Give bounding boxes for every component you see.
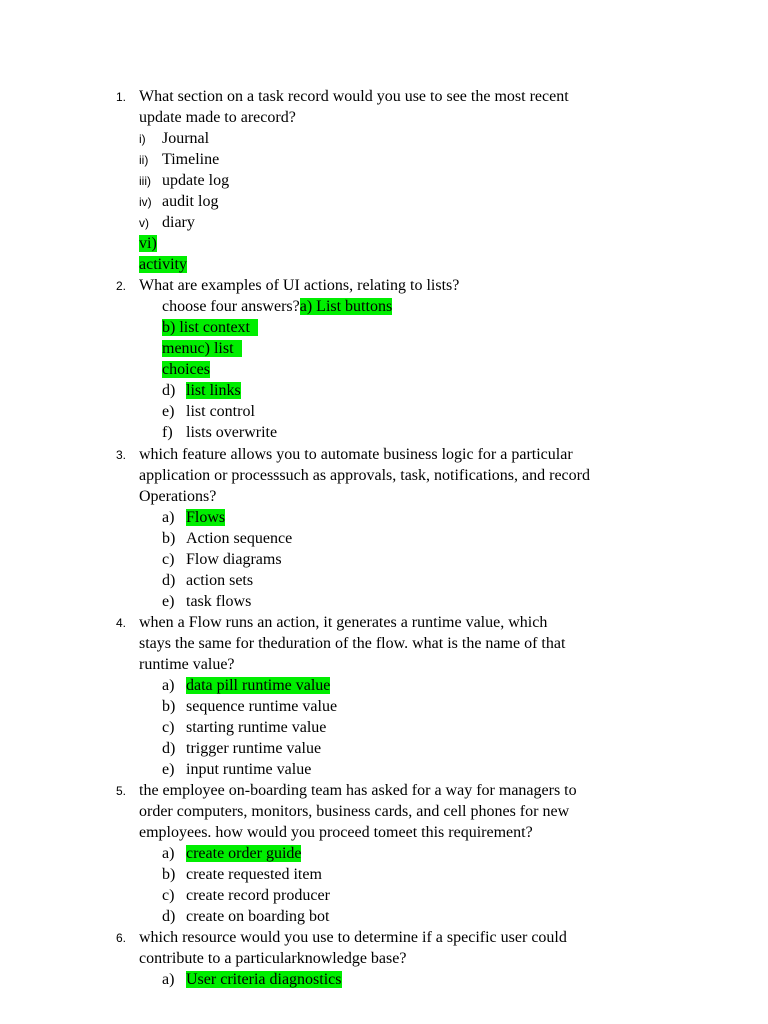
option-text: starting runtime value — [186, 719, 327, 736]
option-marker: a) — [162, 845, 175, 862]
option-marker: e) — [162, 593, 175, 610]
question-text: What section on a task record would you use to see the most recent — [139, 88, 569, 105]
option-marker: d) — [162, 382, 176, 399]
highlighted-answer: c) list — [197, 340, 234, 357]
question-text: which feature allows you to automate business logic for a particular — [139, 446, 573, 463]
option-marker: f) — [162, 424, 173, 441]
option-text: Flow diagrams — [186, 551, 282, 568]
question-text: choose four answers? — [162, 298, 300, 315]
option-marker: a) — [162, 509, 175, 526]
highlighted-answer: activity — [139, 256, 187, 273]
option-text: lists overwrite — [186, 424, 278, 441]
option-text: create record producer — [186, 887, 330, 904]
option-text: create requested item — [186, 866, 322, 883]
question-number: 2. — [116, 279, 127, 293]
option-marker: v) — [139, 216, 149, 230]
option-marker: b) — [162, 698, 176, 715]
option-marker: d) — [162, 740, 176, 757]
question-text: employees. how would you proceed tomeet this requirement? — [139, 824, 533, 841]
option-marker: b) — [162, 866, 176, 883]
option-text: Timeline — [162, 151, 220, 168]
option-text: list links — [186, 382, 241, 399]
option-marker: e) — [162, 403, 175, 420]
question-text: contribute to a particularknowledge base? — [139, 950, 407, 967]
option-marker: b) — [162, 530, 176, 547]
question-number: 3. — [116, 448, 127, 462]
option-text: User criteria diagnostics — [186, 971, 342, 988]
option-text: action sets — [186, 572, 254, 589]
question-text: when a Flow runs an action, it generates a runtime value, which — [139, 614, 548, 631]
option-marker: c) — [162, 551, 175, 568]
option-text: update log — [162, 172, 230, 189]
option-text: Journal — [162, 130, 210, 147]
option-text: Action sequence — [186, 530, 293, 547]
option-text: create order guide — [186, 845, 302, 862]
option-marker: d) — [162, 908, 176, 925]
option-marker: iv) — [139, 195, 152, 209]
option-text: audit log — [162, 193, 219, 210]
option-marker: d) — [162, 572, 176, 589]
question-text: What are examples of UI actions, relating to lists? — [139, 277, 460, 294]
option-text: list control — [186, 403, 255, 420]
question-text: update made to arecord? — [139, 109, 296, 126]
question-text: order computers, monitors, business cards, and cell phones for new — [139, 803, 570, 820]
option-marker: c) — [162, 887, 175, 904]
question-text: application or processsuch as approvals, task, notifications, and record — [139, 467, 590, 484]
option-text: diary — [162, 214, 195, 231]
option-text: input runtime value — [186, 761, 312, 778]
highlighted-answer: a) List buttons — [299, 298, 393, 315]
highlighted-answer: choices — [162, 361, 210, 378]
highlighted-answer: menu — [162, 340, 198, 357]
option-marker: a) — [162, 677, 175, 694]
question-text: runtime value? — [139, 656, 235, 673]
option-text: trigger runtime value — [186, 740, 322, 757]
question-text: Operations? — [139, 488, 217, 505]
option-text: Flows — [186, 509, 226, 526]
option-marker: c) — [162, 719, 175, 736]
highlighted-answer: b) list context — [162, 319, 250, 336]
question-text: which resource would you use to determine if a specific user could — [139, 929, 567, 946]
option-text: sequence runtime value — [186, 698, 338, 715]
option-marker: e) — [162, 761, 175, 778]
highlighted-answer: vi) — [139, 235, 157, 252]
question-text: stays the same for theduration of the flow. what is the name of that — [139, 635, 566, 652]
option-text: task flows — [186, 593, 252, 610]
question-number: 1. — [116, 90, 127, 104]
option-text: create on boarding bot — [186, 908, 330, 925]
option-marker: ii) — [139, 153, 149, 167]
option-marker: iii) — [139, 174, 151, 188]
option-marker: i) — [139, 132, 146, 146]
question-number: 5. — [116, 784, 127, 798]
question-number: 6. — [116, 931, 127, 945]
option-marker: a) — [162, 971, 175, 988]
question-text: the employee on-boarding team has asked for a way for managers to — [139, 782, 577, 799]
question-number: 4. — [116, 616, 127, 630]
option-text: data pill runtime value — [186, 677, 331, 694]
